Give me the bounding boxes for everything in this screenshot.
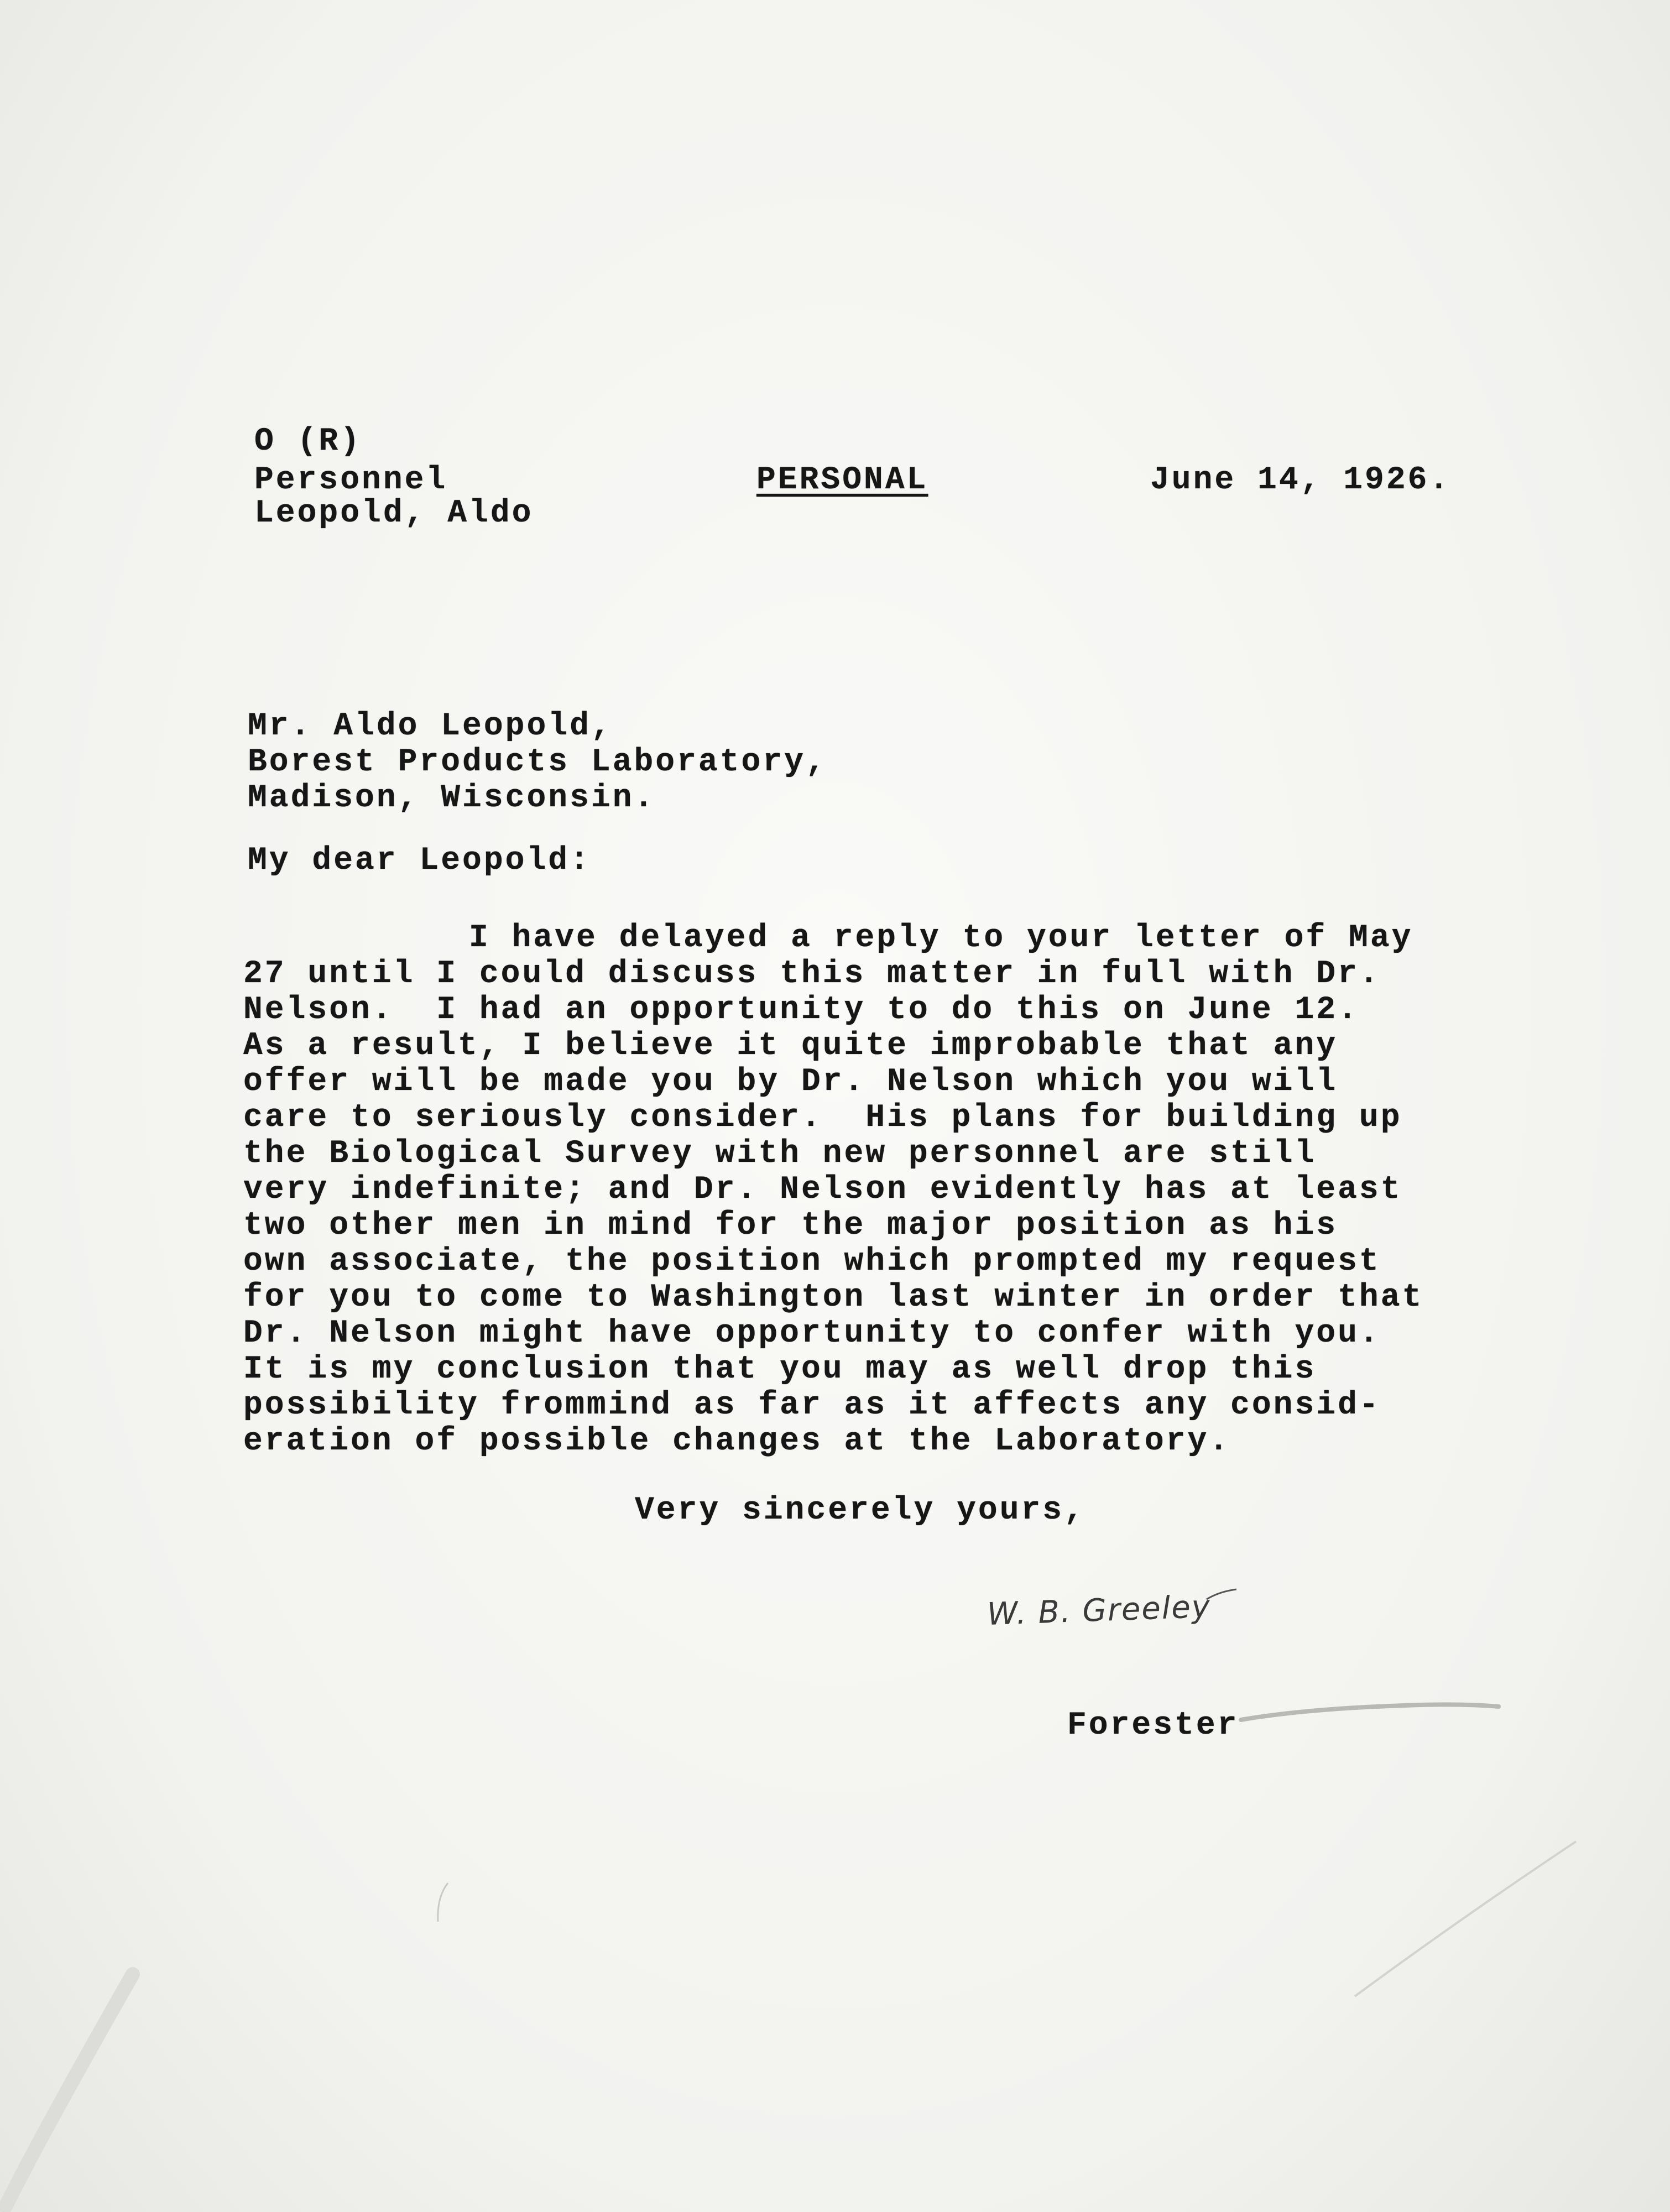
- closing: Very sincerely yours,: [635, 1493, 1086, 1528]
- body-line: offer will be made you by Dr. Nelson which you will: [243, 1064, 1338, 1100]
- body-line: As a result, I believe it quite improbable that any: [243, 1028, 1338, 1064]
- salutation: My dear Leopold:: [248, 843, 591, 879]
- body-line: It is my conclusion that you may as well drop this: [243, 1352, 1317, 1387]
- signature-title: Forester: [1067, 1708, 1239, 1744]
- body-line: the Biological Survey with new personnel are still: [243, 1136, 1317, 1172]
- paper-scratch-mark: [431, 1880, 453, 1924]
- recipient-organization: Borest Products Laboratory,: [248, 744, 827, 780]
- body-line: eration of possible changes at the Laboratory.: [243, 1423, 1231, 1459]
- body-line: for you to come to Washington last winter in order that: [243, 1280, 1424, 1316]
- paper-scratch-mark: [1349, 1836, 1582, 2002]
- body-line: Dr. Nelson might have opportunity to confer with you.: [243, 1316, 1381, 1352]
- body-line: very indefinite; and Dr. Nelson evidently has at least: [243, 1172, 1402, 1208]
- signature-flourish: [1205, 1587, 1239, 1604]
- paper-smudge: [0, 1963, 144, 2212]
- reference-department: Personnel: [254, 462, 448, 498]
- body-line: two other men in mind for the major position as his: [243, 1208, 1338, 1244]
- classification-heading: PERSONAL: [756, 462, 928, 498]
- body-line: Nelson. I had an opportunity to do this on June 12.: [243, 992, 1359, 1028]
- letter-date: June 14, 1926.: [1150, 462, 1451, 498]
- recipient-name: Mr. Aldo Leopold,: [248, 708, 613, 744]
- reference-code: O (R): [254, 424, 362, 460]
- recipient-city: Madison, Wisconsin.: [248, 780, 656, 816]
- body-line: 27 until I could discuss this matter in full with Dr.: [243, 956, 1381, 992]
- body-line: care to seriously consider. His plans for building up: [243, 1100, 1402, 1136]
- body-line: possibility frommind as far as it affects any consid-: [243, 1387, 1381, 1423]
- reference-subject: Leopold, Aldo: [254, 495, 534, 531]
- signature-name: W. B. Greeley: [986, 1588, 1212, 1633]
- pen-stroke-mark: [1239, 1698, 1504, 1731]
- body-line: own associate, the position which prompted my request: [243, 1244, 1381, 1280]
- body-line: I have delayed a reply to your letter of May: [469, 920, 1413, 956]
